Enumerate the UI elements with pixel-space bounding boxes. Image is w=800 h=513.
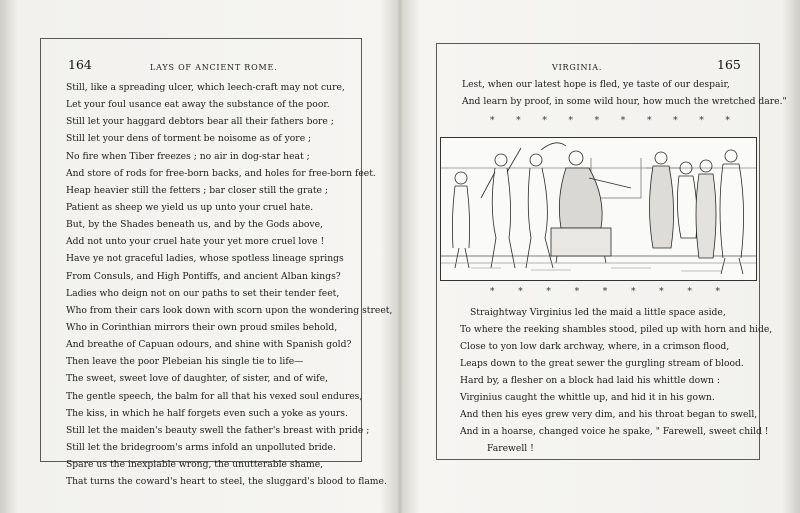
separator-star: * — [715, 287, 720, 297]
separator-star: * — [673, 116, 678, 126]
right-bottom-line-4: Leaps down to the great sewer the gurgling stream of blood. — [460, 358, 744, 369]
right-top-line-1: Lest, when our latest hope is fled, ye taste of our despair, — [462, 79, 730, 90]
poem-line: But, by the Shades beneath us, and by the Gods above, — [66, 219, 323, 231]
poem-line: No fire when Tiber freezes ; no air in dog-star heat ; — [66, 150, 310, 162]
poem-line: Still let your haggard debtors bear all their fathers bore ; — [66, 116, 334, 128]
poem-line: Ladies who deign not on our paths to set their tender feet, — [66, 287, 340, 299]
right-page-number: 165 — [717, 57, 741, 72]
poem-line: Patient as sheep we yield us up unto your cruel hate. — [66, 201, 314, 213]
right-running-head: VIRGINIA. — [552, 63, 603, 72]
separator-star: * — [646, 116, 652, 126]
poem-line: Add not unto your cruel hate your yet more cruel love ! — [66, 236, 325, 248]
separator-star: * — [546, 287, 551, 297]
separator-star: * — [490, 116, 495, 126]
engraving-illustration — [440, 137, 757, 281]
poem-line: The gentle speech, the balm for all that his vexed soul endures, — [66, 390, 363, 402]
separator-star: * — [602, 287, 608, 297]
separator-star: * — [699, 116, 704, 126]
right-bottom-line-2: To where the reeking shambles stood, piled up with horn and hide, — [460, 324, 773, 335]
separator-star: * — [574, 287, 580, 297]
separator-star: * — [542, 116, 547, 126]
separator-star: * — [516, 116, 521, 126]
poem-line: Still let the maiden's beauty swell the father's breast with pride ; — [66, 424, 370, 436]
separator-star: * — [687, 287, 692, 297]
poem-line: Then leave the poor Plebeian his single tie to life— — [66, 356, 304, 368]
left-poem-text — [66, 79, 392, 490]
section-break-top — [490, 116, 730, 126]
poem-line: Who from their cars look down with scorn upon the wondering street, — [66, 304, 393, 316]
poem-line: And breathe of Capuan odours, and shine with Spanish gold? — [66, 339, 352, 351]
separator-star: * — [490, 287, 495, 297]
left-running-head: LAYS OF ANCIENT ROME. — [150, 63, 278, 72]
poem-line: Still let the bridegroom's arms infold an unpolluted bride. — [66, 441, 336, 453]
separator-star: * — [568, 116, 573, 126]
poem-line: Still, like a spreading ulcer, which leech-craft may not cure, — [66, 82, 345, 93]
right-bottom-line-7: And then his eyes grew very dim, and his throat began to swell, — [460, 409, 758, 420]
separator-star: * — [659, 287, 664, 297]
right-top-line-2: And learn by proof, in some wild hour, how much the wretched dare." — [462, 96, 787, 107]
right-bottom-line-6: Virginius caught the whittle up, and hid it in his gown. — [460, 392, 715, 403]
poem-line: Heap heavier still the fetters ; bar closer still the grate ; — [66, 184, 329, 196]
right-bottom-line-9: Farewell ! — [487, 443, 534, 454]
poem-line: Spare us the inexpiable wrong, the unutterable shame, — [66, 459, 324, 471]
right-bottom-line-1: Straightway Virginius led the maid a little space aside, — [470, 307, 726, 318]
section-break-bottom — [490, 287, 720, 297]
separator-star: * — [594, 116, 600, 126]
poem-line: The kiss, in which he half forgets even such a yoke as yours. — [66, 407, 348, 419]
separator-star: * — [725, 116, 730, 126]
separator-star: * — [630, 287, 636, 297]
poem-line: Still let your dens of torment be noisome as of yore ; — [66, 133, 312, 145]
poem-line: That turns the coward's heart to steel, the sluggard's blood to flame. — [66, 476, 387, 488]
poem-line: Have ye not graceful ladies, whose spotless lineage springs — [66, 253, 344, 265]
separator-star: * — [620, 116, 626, 126]
right-bottom-line-8: And in a hoarse, changed voice he spake, " Farewell, sweet child ! — [460, 426, 769, 437]
poem-line: And store of rods for free-born backs, and holes for free-born feet. — [66, 167, 376, 179]
poem-line: The sweet, sweet love of daughter, of sister, and of wife, — [66, 373, 328, 385]
poem-line: From Consuls, and High Pontiffs, and ancient Alban kings? — [66, 270, 341, 282]
right-bottom-line-5: Hard by, a flesher on a block had laid his whittle down : — [460, 375, 720, 386]
right-bottom-line-3: Close to yon low dark archway, where, in a crimson flood, — [460, 341, 730, 352]
engraving-figures — [441, 138, 756, 280]
left-page-number: 164 — [68, 57, 92, 72]
poem-line: Who in Corinthian mirrors their own proud smiles behold, — [66, 321, 338, 333]
poem-line: Let your foul usance eat away the substance of the poor. — [66, 99, 330, 111]
separator-star: * — [518, 287, 523, 297]
